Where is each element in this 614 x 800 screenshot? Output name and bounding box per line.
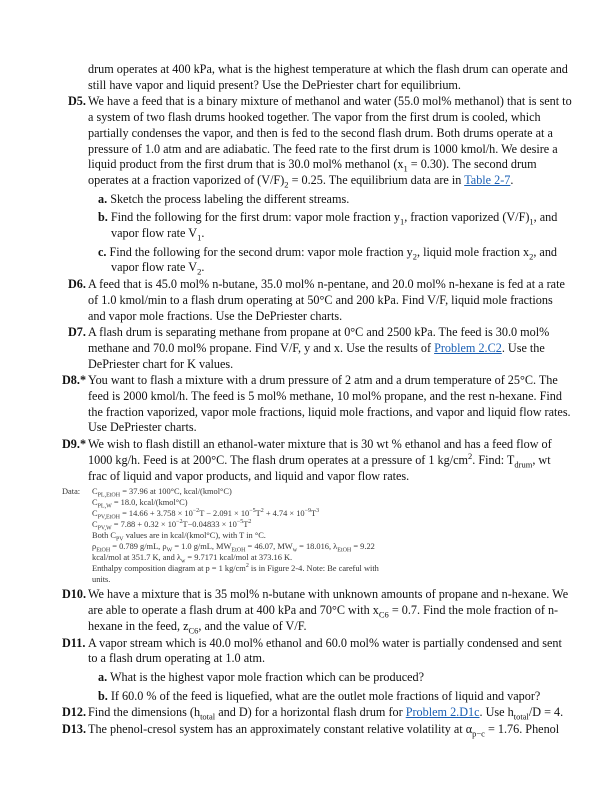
data-line-enthalpy-diagram: Enthalpy composition diagram at p = 1 $kg/cm^2$ is in Figure 2-4. Note: Be careful with (92, 562, 379, 573)
problem-statement: We have a feed that is a binary mixture of methanol and water (55.0 mol% methanol) that is sent to a system of two flash drums hooked together. The vapor from the first drum is cooled, which partially condenses the vapor, and then is fed to the second flash drum. Both drums operate at a pressure of 1.0 atm and are adiabatic. The feed rate to the first drum is 1000 kmol/h. We desire a liquid product from the first drum that is 30.0 mol% methanol $(x_1 = 0.30)$. The second drum operates at a fraction vaporized of $(V/F)_2 = 0.25$. The equilibrium data are in Table 2-7. (88, 94, 572, 190)
problem-d6 (62, 277, 572, 324)
problem-number: D9.* (62, 437, 87, 452)
data-line-units: units. (92, 574, 111, 584)
subpart-b: b. Find the following for the first drum: vapor mole fraction $y_1$, fraction vaporized $(V/F)_1$, and vapor flow rate $V_1$. (98, 210, 558, 243)
problem-statement: We wish to flash distill an ethanol-water mixture that is 30 wt % ethanol and has a feed flow of 1000 kg/h. Feed is at 200°C. The flash drum operates at a pressure of 1 $kg/cm^2$. Find: $T_{drum}$, wt frac of liquid and vapor products, and liquid and vapor flow rates. (88, 437, 552, 483)
problem-d9 (62, 437, 572, 484)
problem-statement: A vapor stream which is 40.0 mol% ethanol and 60.0 mol% water is partially condensed and sent to a flash drum operating at 1.0 atm. (88, 635, 562, 666)
data-line-cpl-ethanol: $C_{PL,EtOH} = 37.96$ at 100°C, kcal/(kmol°C) (92, 487, 232, 499)
problem-number: D5. (68, 94, 86, 109)
problem-number: D8.* (62, 373, 87, 388)
problem-number: D7. (68, 325, 86, 340)
problem-number: D6. (68, 277, 86, 292)
data-line-cpl-water: $C_{PL,W} = 18.0$, kcal/(kmol°C) (92, 498, 188, 510)
continued-line-2: still have vapor and liquid present? Use the DePriester chart for equilibrium. (88, 77, 461, 92)
problem-number: D13. (62, 722, 87, 737)
problem-d13 (62, 722, 572, 738)
data-line-latent-heats: kcal/mol at 351.7 K, and $\lambda_w = 9.7171$ kcal/mol at 373.16 K. (92, 552, 293, 565)
data-block (62, 487, 572, 585)
subpart-a: a. Sketch the process labeling the different streams. (98, 191, 350, 206)
problem-d10 (62, 587, 572, 634)
problem-number: D12. (62, 705, 87, 720)
continued-line-1: drum operates at 400 kPa, what is the highest temperature at which the flash drum can operate and (88, 62, 568, 76)
problem-2-d1c-link[interactable]: Problem 2.D1c (405, 705, 480, 720)
data-line-properties: $\rho_{EtOH} = 0.789$ g/mL, $\rho_W = 1.0$ g/mL, $MW_{EtOH} = 46.07$, $MW_w = 18.016$, $\lambda_{EtOH} = 9.22$ (92, 541, 375, 554)
table-2-7-link[interactable]: Table 2-7 (464, 172, 511, 187)
problem-2-c2-link[interactable]: Problem 2.C2 (434, 340, 502, 355)
problem-d11 (62, 636, 572, 705)
problem-d7 (62, 325, 572, 372)
problem-statement: The phenol-cresol system has an approximately constant relative volatility at $\alpha_{p-c} = 1.76$. Phenol (88, 722, 560, 739)
data-line-cpv-ethanol: $C_{PV,EtOH} = 14.66 + 3.758 \times 10^{-2}T - 2.091 \times 10^{-5}T^2 + 4.74 \times 10^{-9}T^3$ (92, 508, 320, 521)
data-label: Data: (62, 487, 81, 497)
problem-d12 (62, 705, 572, 721)
subpart-c: c. Find the following for the second drum: vapor mole fraction $y_2$, liquid mole fraction $x_2$, and vapor flow rate $V_2$. (98, 244, 558, 277)
problem-list (62, 62, 572, 738)
problem-number: D10. (62, 587, 87, 602)
problem-statement: We have a mixture that is 35 mol% n-butane with unknown amounts of propane and n-hexane. We are able to operate a flash drum at 400 kPa and 70°C with $x_{C6} = 0.7$. Find the mole fraction of n-hexane in the feed, $z_{C6}$, and the value of V/F. (88, 587, 569, 636)
problem-d5 (62, 94, 572, 276)
problem-statement: Find the dimensions ($h_{total}$ and D) for a horizontal flash drum for Problem 2.D1c. Use $h_{total}/D = 4$. (88, 705, 564, 722)
data-line-cpv-water: $C_{PV,W} = 7.88 + 0.32 \times 10^{-2}T-0.04833 \times 10^{-5}T^2$ (92, 519, 252, 532)
problem-statement: You want to flash a mixture with a drum pressure of 2 atm and a drum temperature of 25°C. The feed is 2000 kmol/h. The feed is 5 mol% methane, 10 mol% propane, and the rest n-hexane. Find the fraction vaporized, vapor mole fractions, liquid mole fractions, and vapor and liquid flow rates. Use DePriester charts. (88, 373, 571, 435)
subpart-b: b. If 60.0 % of the feed is liquefied, what are the outlet mole fractions of liquid and vapor? (98, 688, 541, 703)
problem-statement: A feed that is 45.0 mol% n-butane, 35.0 mol% n-pentane, and 20.0 mol% n-hexane is fed at a rate of 1.0 kmol/min to a flash drum operating at 50°C and 200 kPa. Find V/F, liquid mole fractions and vapor mole fractions. Use the DePriester charts. (88, 277, 565, 323)
data-line-units-note: Both $C_{PV}$ values are in kcal/(kmol°C), with T in °C. (92, 530, 266, 543)
problem-number: D11. (62, 635, 86, 650)
continued-problem-text (88, 62, 572, 93)
problem-d8 (62, 373, 572, 436)
subpart-a: a. What is the highest vapor mole fraction which can be produced? (98, 669, 425, 684)
problem-statement: A flash drum is separating methane from propane at 0°C and 2500 kPa. The feed is 30.0 mol% methane and 70.0 mol% propane. Find V/F, y and x. Use the results of Problem 2.C2. Use the DePriester chart for K values. (88, 325, 550, 371)
